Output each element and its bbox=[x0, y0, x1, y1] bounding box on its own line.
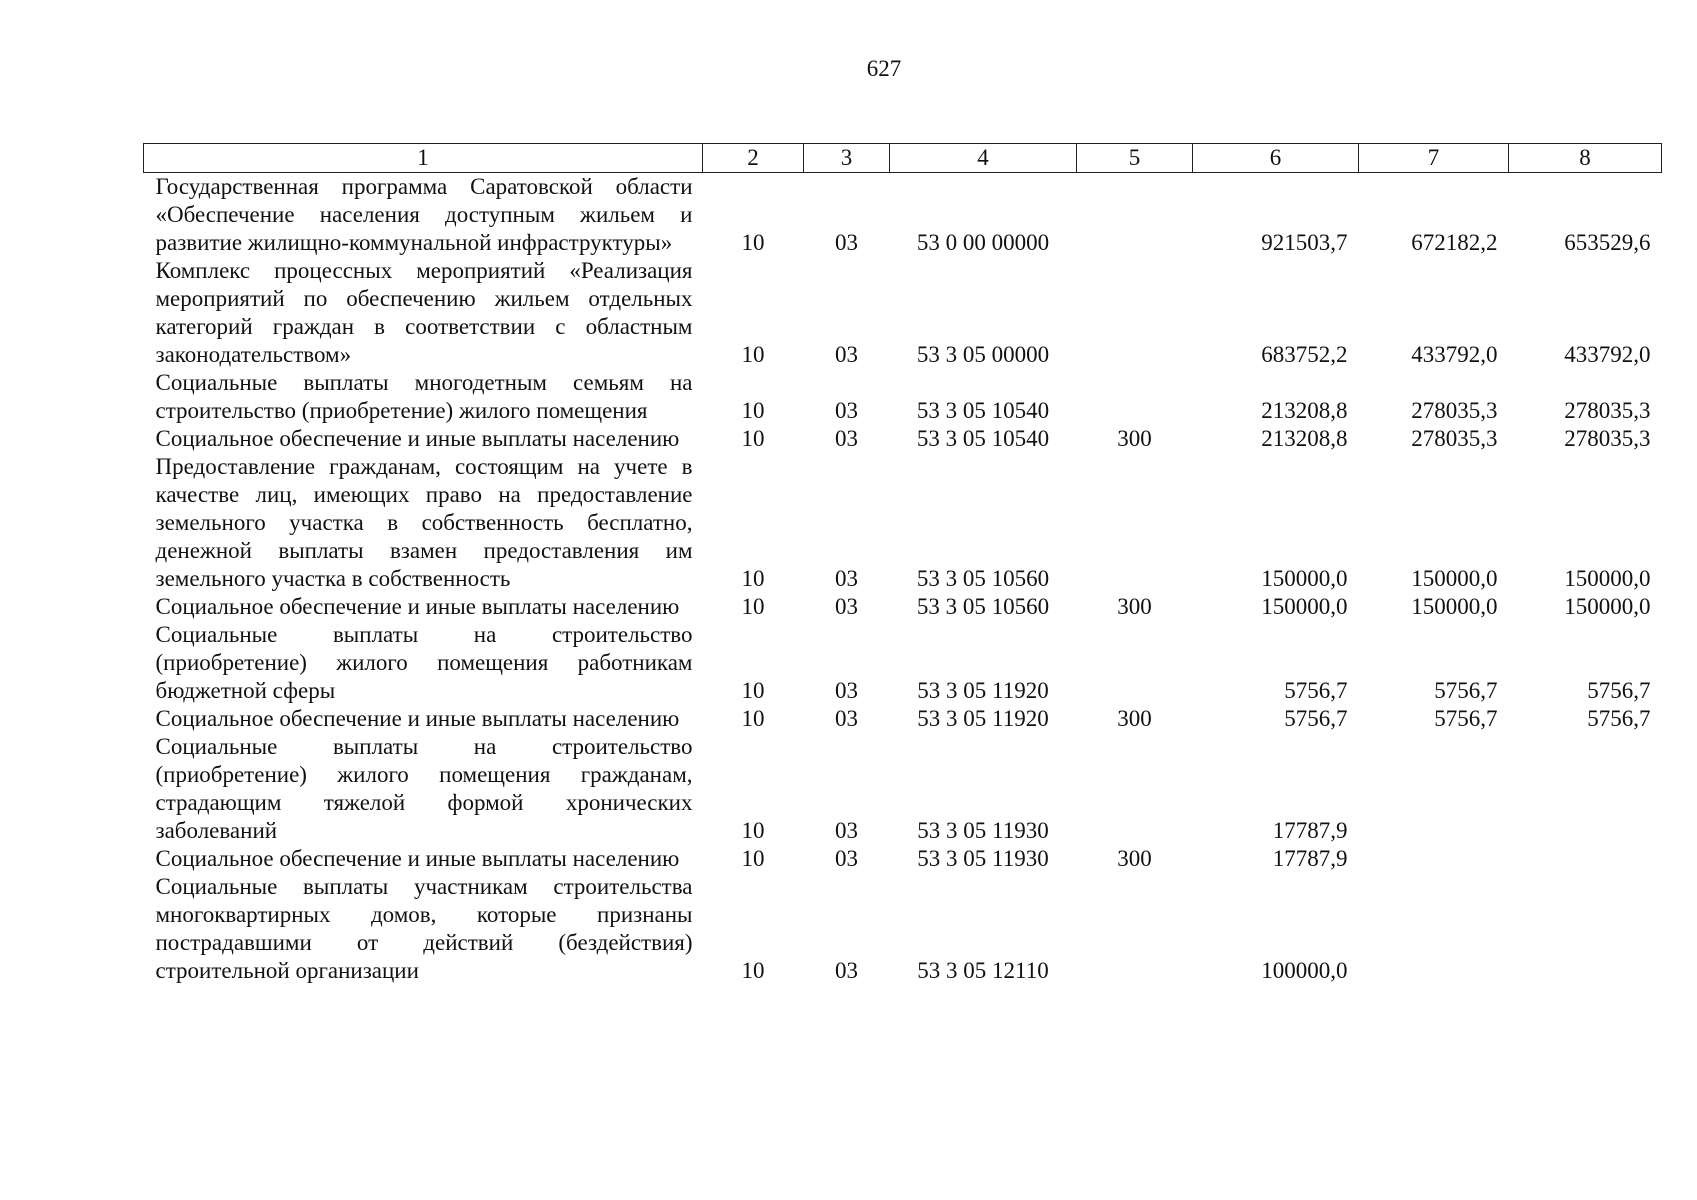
column-header-8: 8 bbox=[1509, 144, 1662, 173]
column-header-5: 5 bbox=[1077, 144, 1193, 173]
expense-type-code: 300 bbox=[1117, 706, 1152, 731]
amount-col-6: 100000,0 bbox=[1261, 958, 1348, 983]
target-article-code: 53 3 05 10540 bbox=[916, 426, 1050, 451]
amount-col-6: 921503,7 bbox=[1261, 230, 1348, 255]
target-article-code: 53 3 05 10540 bbox=[916, 398, 1050, 423]
amount-col-6: 150000,0 bbox=[1261, 566, 1348, 591]
item-name: Социальные выплаты на строительство (приобретение) жилого помещения гражданам, страдающим тяжелой формой хронических заболеваний bbox=[155, 734, 693, 843]
section-code: 10 bbox=[741, 398, 765, 423]
amount-col-8 bbox=[1509, 733, 1662, 845]
target-article-code: 53 3 05 11930 bbox=[917, 818, 1049, 843]
item-name: Социальное обеспечение и иные выплаты населению bbox=[155, 846, 680, 871]
table-row bbox=[144, 621, 1662, 705]
expense-type-code bbox=[1077, 173, 1193, 258]
expense-type-code bbox=[1077, 453, 1193, 593]
amount-col-6: 17787,9 bbox=[1272, 846, 1348, 871]
item-name: Социальные выплаты участникам строительства многоквартирных домов, которые признаны пострадавшими от действий (бездействия) строительной организации bbox=[155, 874, 693, 983]
amount-col-7: 278035,3 bbox=[1411, 398, 1498, 423]
expense-type-code bbox=[1077, 873, 1193, 985]
target-article-code: 53 3 05 10560 bbox=[916, 566, 1050, 591]
section-code: 10 bbox=[741, 706, 765, 731]
expense-type-code bbox=[1077, 369, 1193, 425]
amount-col-8: 653529,6 bbox=[1564, 230, 1651, 255]
subsection-code: 03 bbox=[835, 398, 858, 423]
table-row bbox=[144, 845, 1662, 873]
table-row bbox=[144, 705, 1662, 733]
amount-col-7 bbox=[1359, 733, 1509, 845]
table-row bbox=[144, 425, 1662, 453]
column-header-2: 2 bbox=[703, 144, 804, 173]
expense-type-code: 300 bbox=[1117, 426, 1152, 451]
amount-col-8: 278035,3 bbox=[1564, 398, 1651, 423]
section-code: 10 bbox=[741, 342, 765, 367]
expense-type-code: 300 bbox=[1117, 846, 1152, 871]
column-header-6: 6 bbox=[1193, 144, 1359, 173]
amount-col-8: 278035,3 bbox=[1564, 426, 1651, 451]
section-code: 10 bbox=[741, 846, 765, 871]
table-row bbox=[144, 257, 1662, 369]
subsection-code: 03 bbox=[835, 846, 858, 871]
item-name: Социальное обеспечение и иные выплаты населению bbox=[155, 594, 680, 619]
amount-col-7: 150000,0 bbox=[1411, 594, 1498, 619]
target-article-code: 53 3 05 10560 bbox=[916, 594, 1050, 619]
amount-col-8: 5756,7 bbox=[1587, 706, 1651, 731]
amount-col-6: 683752,2 bbox=[1261, 342, 1348, 367]
amount-col-8: 150000,0 bbox=[1564, 566, 1651, 591]
amount-col-6: 213208,8 bbox=[1261, 398, 1348, 423]
amount-col-7 bbox=[1359, 873, 1509, 985]
amount-col-6: 213208,8 bbox=[1261, 426, 1348, 451]
amount-col-7 bbox=[1359, 845, 1509, 873]
expense-type-code bbox=[1077, 733, 1193, 845]
table-row bbox=[144, 369, 1662, 425]
section-code: 10 bbox=[741, 426, 765, 451]
subsection-code: 03 bbox=[835, 706, 858, 731]
section-code: 10 bbox=[741, 958, 765, 983]
item-name: Государственная программа Саратовской области «Обеспечение населения доступным жильем и развитие жилищно-коммунальной инфраструктуры» bbox=[155, 174, 693, 255]
target-article-code: 53 3 05 11920 bbox=[917, 678, 1049, 703]
column-header-1: 1 bbox=[144, 144, 703, 173]
item-name: Социальное обеспечение и иные выплаты населению bbox=[155, 426, 680, 451]
amount-col-8 bbox=[1509, 845, 1662, 873]
subsection-code: 03 bbox=[835, 230, 858, 255]
section-code: 10 bbox=[741, 678, 765, 703]
section-code: 10 bbox=[741, 566, 765, 591]
table-row bbox=[144, 173, 1662, 258]
amount-col-6: 150000,0 bbox=[1261, 594, 1348, 619]
table-row bbox=[144, 733, 1662, 845]
table-row bbox=[144, 453, 1662, 593]
target-article-code: 53 3 05 00000 bbox=[916, 342, 1050, 367]
subsection-code: 03 bbox=[835, 426, 858, 451]
column-header-4: 4 bbox=[890, 144, 1077, 173]
item-name: Комплекс процессных мероприятий «Реализация мероприятий по обеспечению жильем отдельных категорий граждан в соответствии с областным законодательством» bbox=[155, 258, 693, 367]
subsection-code: 03 bbox=[835, 958, 858, 983]
target-article-code: 53 3 05 11920 bbox=[917, 706, 1049, 731]
amount-col-8: 150000,0 bbox=[1564, 594, 1651, 619]
column-header-3: 3 bbox=[804, 144, 890, 173]
item-name: Социальные выплаты на строительство (приобретение) жилого помещения работникам бюджетной сферы bbox=[155, 622, 693, 703]
expense-type-code bbox=[1077, 257, 1193, 369]
section-code: 10 bbox=[741, 230, 765, 255]
table-row bbox=[144, 593, 1662, 621]
amount-col-7: 5756,7 bbox=[1434, 706, 1498, 731]
amount-col-6: 5756,7 bbox=[1284, 706, 1348, 731]
subsection-code: 03 bbox=[835, 342, 858, 367]
amount-col-8 bbox=[1509, 873, 1662, 985]
amount-col-6: 5756,7 bbox=[1284, 678, 1348, 703]
section-code: 10 bbox=[741, 818, 765, 843]
amount-col-7: 278035,3 bbox=[1411, 426, 1498, 451]
section-code: 10 bbox=[741, 594, 765, 619]
target-article-code: 53 3 05 11930 bbox=[917, 846, 1049, 871]
table-row bbox=[144, 873, 1662, 985]
amount-col-7: 672182,2 bbox=[1411, 230, 1498, 255]
expense-type-code: 300 bbox=[1117, 594, 1152, 619]
subsection-code: 03 bbox=[835, 594, 858, 619]
amount-col-6: 17787,9 bbox=[1272, 818, 1348, 843]
subsection-code: 03 bbox=[835, 678, 858, 703]
page-number: 627 bbox=[866, 56, 902, 81]
item-name: Предоставление гражданам, состоящим на учете в качестве лиц, имеющих право на предоставление земельного участка в собственность бесплатно, денежной выплаты взамен предоставления им земельного участка в собственность bbox=[155, 454, 693, 591]
amount-col-7: 5756,7 bbox=[1434, 678, 1498, 703]
target-article-code: 53 3 05 12110 bbox=[917, 958, 1049, 983]
item-name: Социальные выплаты многодетным семьям на строительство (приобретение) жилого помещения bbox=[155, 370, 693, 423]
target-article-code: 53 0 00 00000 bbox=[916, 230, 1050, 255]
column-header-7: 7 bbox=[1359, 144, 1509, 173]
subsection-code: 03 bbox=[835, 566, 858, 591]
item-name: Социальное обеспечение и иные выплаты населению bbox=[155, 706, 680, 731]
amount-col-7: 433792,0 bbox=[1411, 342, 1498, 367]
amount-col-8: 5756,7 bbox=[1587, 678, 1651, 703]
subsection-code: 03 bbox=[835, 818, 858, 843]
budget-table bbox=[143, 143, 1662, 985]
column-number-header-row bbox=[144, 144, 1662, 173]
amount-col-7: 150000,0 bbox=[1411, 566, 1498, 591]
amount-col-8: 433792,0 bbox=[1564, 342, 1651, 367]
expense-type-code bbox=[1077, 621, 1193, 705]
